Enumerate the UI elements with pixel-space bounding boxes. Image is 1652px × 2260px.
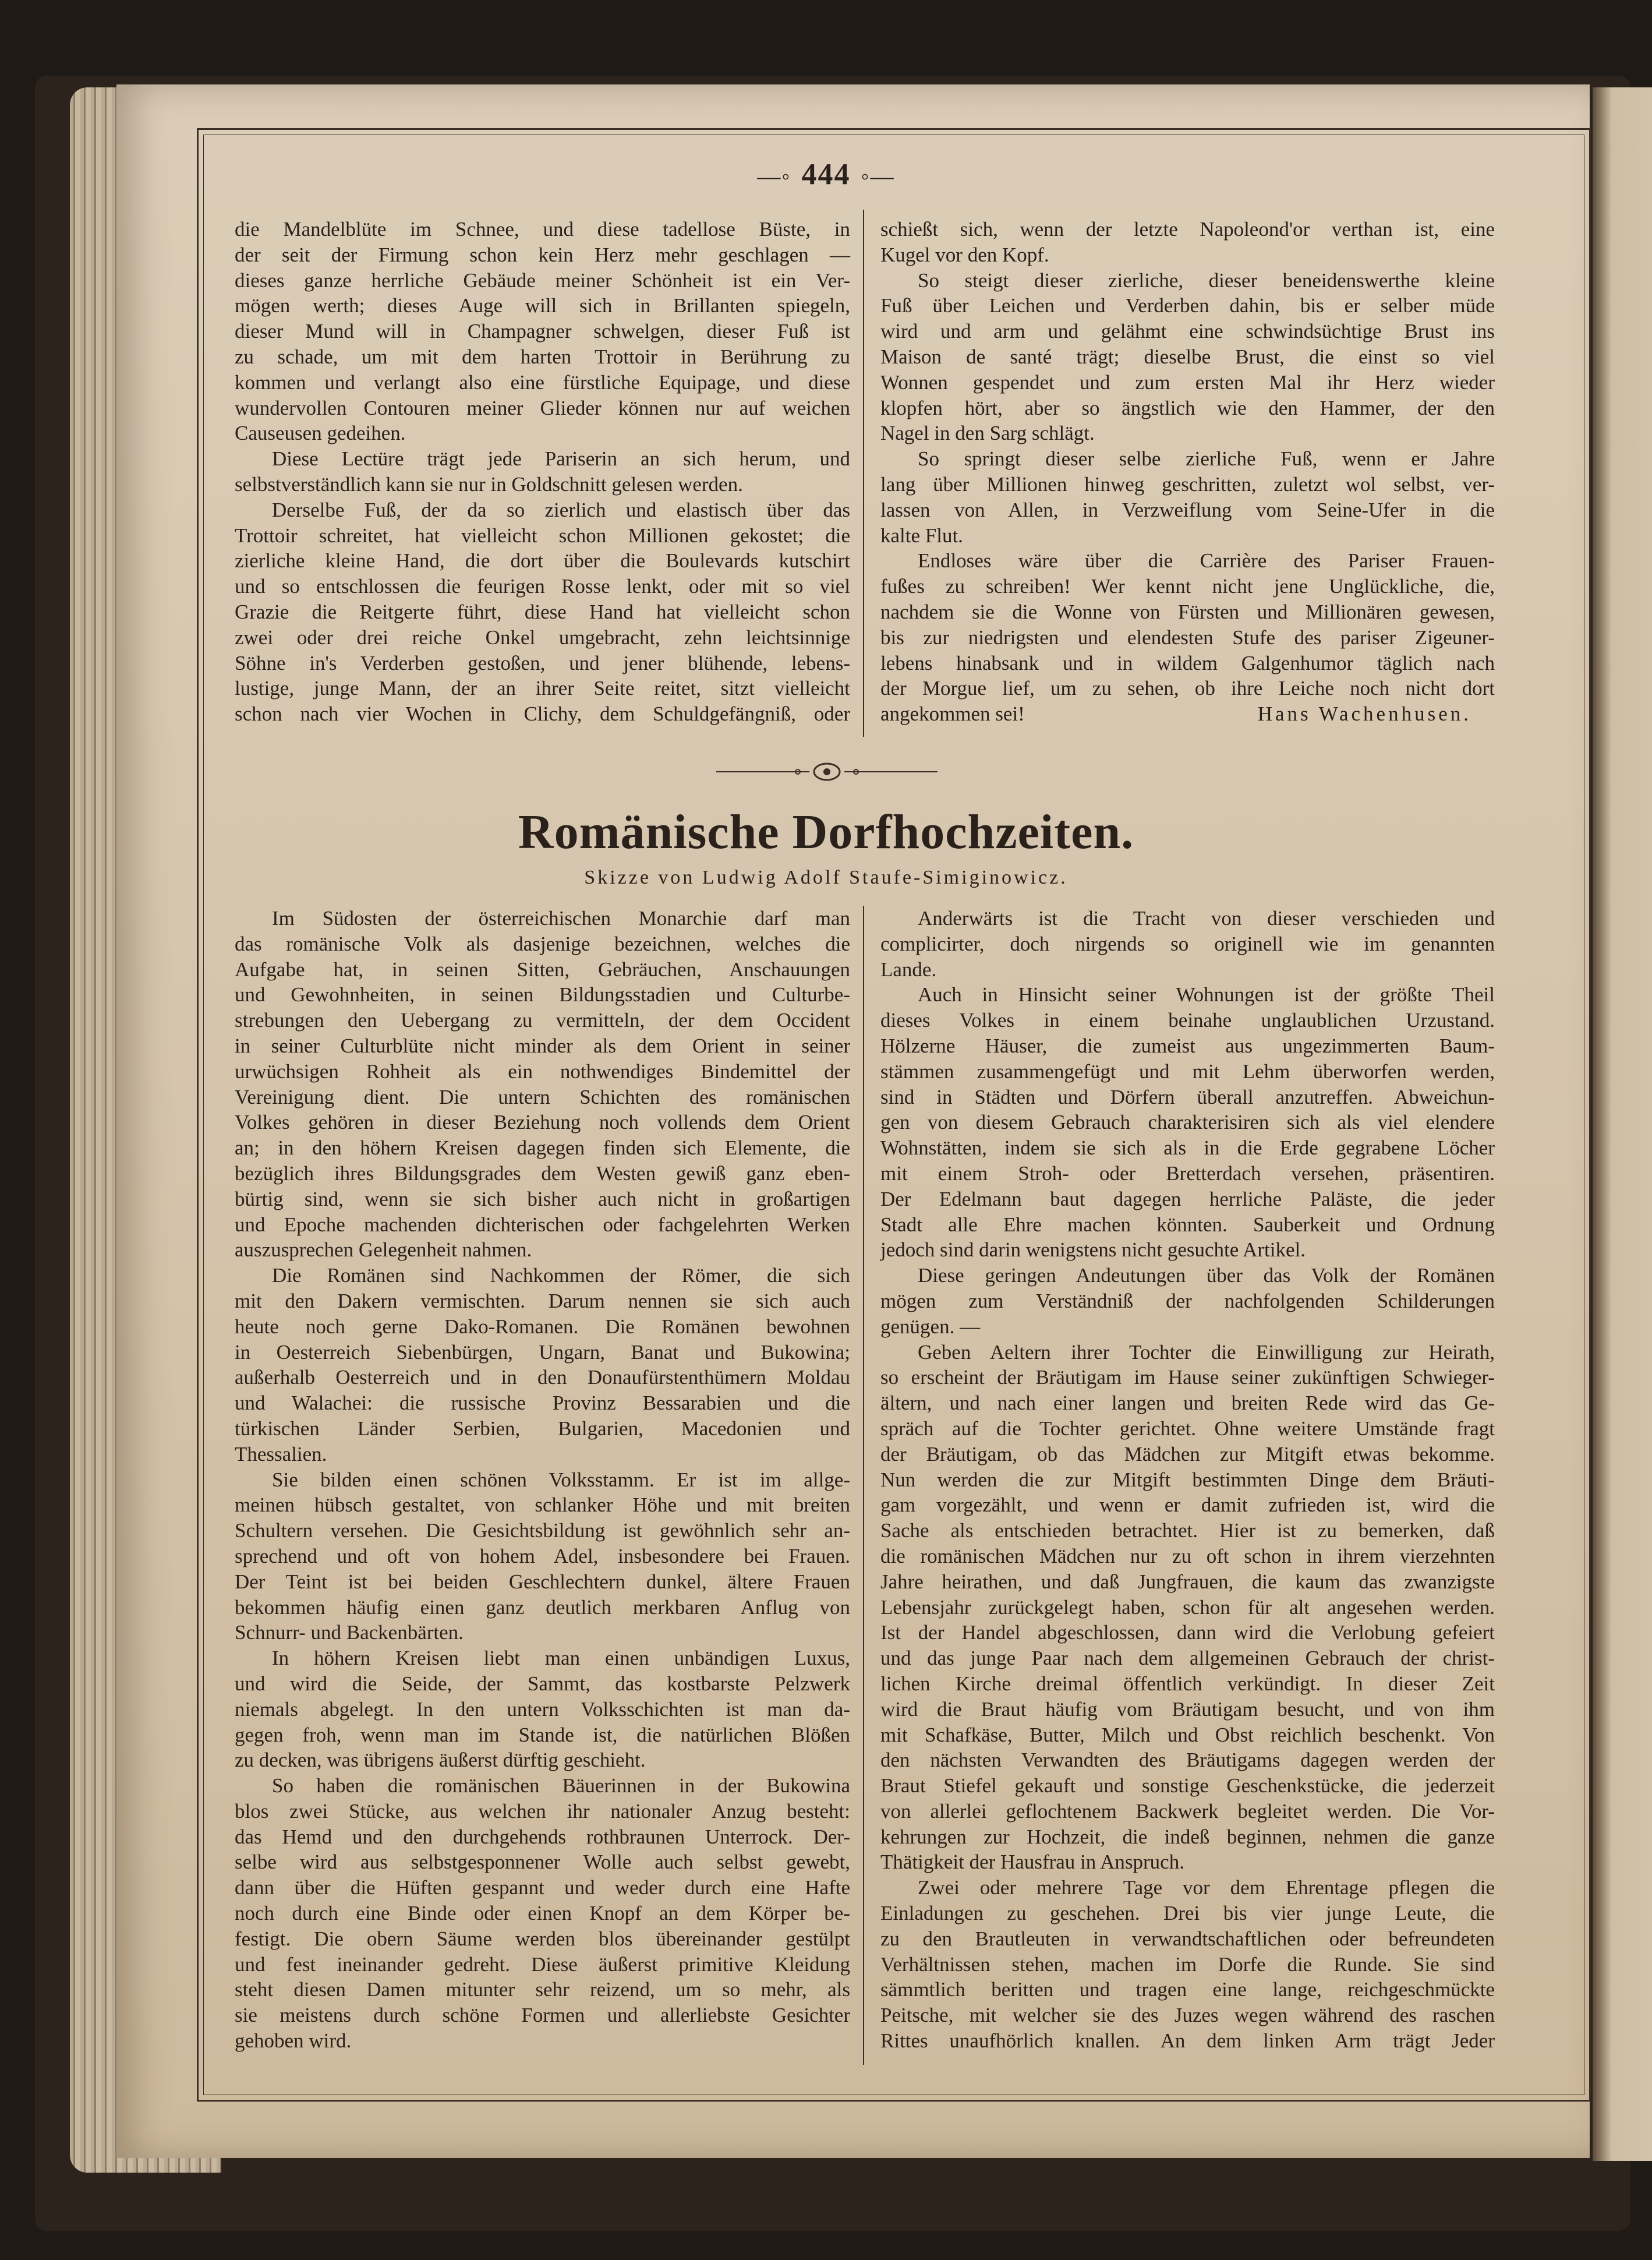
text-line: lebens hinabsank und in wildem Galgenhumor täglich nach	[880, 651, 1495, 675]
top-left-column	[235, 217, 850, 727]
page-header	[0, 157, 1652, 192]
paragraph	[880, 548, 1495, 701]
text-line: von allerlei geflochtenem Backwerk begleitet werden. Die Vor-	[880, 1799, 1495, 1823]
text-line: Vereinigung dient. Die untern Schichten des romänischen	[235, 1085, 850, 1108]
text-line: So haben die romänischen Bäuerinnen in der Bukowina	[272, 1774, 850, 1798]
text-line: Aufgabe hat, in seinen Sitten, Gebräuchen, Anschauungen	[235, 958, 850, 981]
text-line: angekommen sei!	[880, 702, 1025, 726]
text-line: wundervollen Contouren meiner Glieder können nur auf weichen	[235, 396, 850, 419]
text-line: der Morgue lief, um zu sehen, ob ihre Leiche noch nicht dort	[880, 677, 1495, 700]
text-line: lichen Kirche dreimal öffentlich verkündigt. In dieser Zeit	[880, 1672, 1495, 1695]
paragraph	[880, 446, 1495, 548]
article-title: Romänische Dorfhochzeiten.	[518, 805, 1134, 859]
text-line: an; in den höhern Kreisen dagegen finden sich Elemente, die	[235, 1136, 850, 1160]
header-ornament-left: —◦	[757, 163, 791, 189]
text-line: der seit der Firmung schon kein Herz mehr geschlagen —	[235, 243, 850, 266]
paragraph	[880, 217, 1495, 268]
paragraph	[235, 217, 850, 446]
text-line: Rittes unaufhörlich knallen. An dem linken Arm trägt Jeder	[880, 2029, 1495, 2053]
text-line: zu decken, was übrigens äußerst dürftig geschieht.	[235, 1749, 646, 1772]
text-line: Stadt alle Ehre machen könnten. Sauberkeit und Ordnung	[880, 1213, 1495, 1236]
text-line: Söhne in's Verderben gestoßen, und jener blühende, lebens-	[235, 651, 850, 675]
text-line: und Walachei: die russische Provinz Bessarabien und die	[235, 1392, 850, 1415]
text-line: Verhältnissen stehen, machen im Dorfe die Runde. Sie sind	[880, 1952, 1495, 1976]
text-line: Einladungen zu geschehen. Drei bis vier junge Leute, die	[880, 1902, 1495, 1925]
text-line: bekommen häufig einen ganz deutlich merkbaren Anflug von	[235, 1595, 850, 1619]
closing-line	[880, 701, 1495, 727]
text-line: stämmen zusammengefügt und mit Lehm überworfen werden,	[880, 1060, 1495, 1083]
text-line: schon nach vier Wochen in Clichy, dem Schuldgefängniß, oder	[235, 702, 850, 726]
text-line: die Mandelblüte im Schnee, und diese tadellose Büste, in	[235, 218, 850, 241]
text-line: kehrungen zur Hochzeit, die indeß beginnen, nehmen die ganze	[880, 1825, 1495, 1848]
text-line: und Gewohnheiten, in seinen Bildungsstadien und Culturbe-	[235, 983, 850, 1007]
text-line: und das junge Paar nach dem allgemeinen Gebrauch der christ-	[880, 1647, 1495, 1670]
text-line: Sie bilden einen schönen Volksstamm. Er ist im allge-	[272, 1468, 850, 1491]
paragraph	[235, 1773, 850, 2054]
header-ornament-right: ◦—	[861, 163, 895, 189]
text-line: gegen froh, wenn man im Stande ist, die natürlichen Blößen	[235, 1723, 850, 1746]
text-line: auszusprechen Gelegenheit nahmen.	[235, 1238, 532, 1262]
text-line: Geben Aeltern ihrer Tochter die Einwilligung zur Heirath,	[918, 1340, 1495, 1364]
paragraph	[235, 1467, 850, 1646]
paragraph	[880, 1340, 1495, 1876]
text-line: gen von diesem Gebrauch charakterisiren sich als viel elendere	[880, 1111, 1495, 1134]
text-line: die romänischen Mädchen nur zu oft schon in ihrem vierzehnten	[880, 1544, 1495, 1567]
text-line: Thessalien.	[235, 1442, 327, 1466]
text-line: Hölzerne Häuser, die zumeist aus ungezimmerten Baum-	[880, 1034, 1495, 1057]
text-line: kalte Flut.	[880, 524, 963, 547]
text-line: mit einem Stroh- oder Bretterdach versehen, präsentiren.	[880, 1161, 1495, 1185]
section-divider-ornament	[716, 760, 938, 783]
text-line: zu den Brautleuten in verwandtschaftlichen oder befreundeten	[880, 1927, 1495, 1950]
text-line: sind in Städten und Dörfern überall anzutreffen. Abweichun-	[880, 1085, 1495, 1108]
text-line: mögen zum Verständniß der nachfolgenden Schilderungen	[880, 1289, 1495, 1312]
text-line: gehoben wird.	[235, 2029, 352, 2053]
paragraph	[235, 906, 850, 1263]
paragraph	[235, 1645, 850, 1773]
page-number: 444	[801, 158, 851, 191]
text-line: noch durch eine Binde oder einen Knopf an dem Körper be-	[235, 1902, 850, 1925]
text-line: jedoch sind darin wenigstens nicht gesuchte Artikel.	[880, 1238, 1306, 1262]
text-line: festigt. Die obern Säume werden blos übereinander gestülpt	[235, 1927, 850, 1950]
text-line: und wird die Seide, der Sammt, das kostbarste Pelzwerk	[235, 1672, 850, 1695]
text-line: so erscheint der Bräutigam im Hause seiner zukünftigen Schwieger-	[880, 1366, 1495, 1389]
paragraph	[880, 906, 1495, 982]
text-line: Die Romänen sind Nachkommen der Römer, die sich	[272, 1264, 850, 1287]
text-line: in seiner Culturblüte nicht minder als dem Orient in seiner	[235, 1034, 850, 1057]
author-signature: Hans Wachenhusen.	[1257, 702, 1471, 726]
text-line: So steigt dieser zierliche, dieser beneidenswerthe kleine	[918, 269, 1495, 292]
text-line: sprechend und oft von hohem Adel, insbesondere bei Frauen.	[235, 1544, 850, 1567]
text-line: und Epoche machenden dichterischen oder fachgelehrten Werken	[235, 1213, 850, 1236]
text-line: Volkes gehören in dieser Beziehung noch vollends dem Orient	[235, 1111, 850, 1134]
text-line: Der Teint ist bei beiden Geschlechtern dunkel, ältere Frauen	[235, 1570, 850, 1593]
paragraph	[235, 497, 850, 727]
paragraph	[880, 1263, 1495, 1339]
text-line: urwüchsigen Rohheit als ein nothwendiges Bindemittel der	[235, 1060, 850, 1083]
text-line: dieses ganze herrliche Gebäude meiner Schönheit ist ein Ver-	[235, 269, 850, 292]
text-line: Nagel in den Sarg schlägt.	[880, 422, 1095, 445]
text-line: Endloses wäre über die Carrière des Pariser Frauen-	[918, 549, 1495, 573]
paragraph	[235, 1263, 850, 1467]
text-line: Schultern versehen. Die Gesichtsbildung ist gewöhnlich sehr an-	[235, 1519, 850, 1542]
text-line: lassen von Allen, in Verzweiflung vom Seine-Ufer in die	[880, 498, 1495, 521]
text-line: bezüglich ihres Bildungsgrades dem Westen gewiß ganz eben-	[235, 1161, 850, 1185]
text-line: complicirter, doch nirgends so originell wie im genannten	[880, 932, 1495, 955]
text-line: der Bräutigam, ob das Mädchen zur Mitgift etwas bekomme.	[880, 1442, 1495, 1466]
text-line: gam vorgezählt, und wenn er damit zufrieden ist, wird die	[880, 1493, 1495, 1517]
top-right-column	[880, 217, 1495, 727]
text-line: schießt sich, wenn der letzte Napoleond'or verthan ist, eine	[880, 218, 1495, 241]
text-line: Fuß über Leichen und Verderben dahin, bis er selber müde	[880, 294, 1495, 317]
text-line: dann über die Hüften gespannt und weder durch eine Hafte	[235, 1876, 850, 1899]
text-line: strebungen den Uebergang zu vermitteln, der dem Occident	[235, 1009, 850, 1032]
text-line: Peitsche, mit welcher sie des Juzes wegen während des raschen	[880, 2004, 1495, 2027]
text-line: Der Edelmann baut dagegen herrliche Paläste, die jeder	[880, 1187, 1495, 1210]
text-line: Anderwärts ist die Tracht von dieser verschieden und	[918, 907, 1495, 930]
text-line: und fest ineinander gedreht. Diese äußerst primitive Kleidung	[235, 1952, 850, 1976]
text-line: dieser Mund will in Champagner schwelgen, dieser Fuß ist	[235, 320, 850, 343]
text-line: Auch in Hinsicht seiner Wohnungen ist der größte Theil	[918, 983, 1495, 1007]
text-line: Im Südosten der österreichischen Monarchie darf man	[272, 907, 850, 930]
column-divider-top	[863, 210, 864, 737]
text-line: in Oesterreich Siebenbürgen, Ungarn, Banat und Bukowina;	[235, 1340, 850, 1364]
bottom-right-column	[880, 906, 1495, 2054]
text-line: klopfen hört, aber so ängstlich wie den Hammer, der den	[880, 396, 1495, 419]
text-line: türkischen Länder Serbien, Bulgarien, Macedonien und	[235, 1417, 850, 1440]
text-line: Lande.	[880, 958, 937, 981]
text-line: ältern, und nach einer langen und breiten Rede wird das Ge-	[880, 1392, 1495, 1415]
text-line: das romänische Volk als dasjenige bezeichnen, welches die	[235, 932, 850, 955]
text-line: sämmtlich beritten und tragen eine lange, reichgeschmückte	[880, 1978, 1495, 2001]
paragraph	[880, 268, 1495, 447]
text-line: mit den Dakern vermischten. Darum nennen sie sich auch	[235, 1289, 850, 1312]
text-line: So springt dieser selbe zierliche Fuß, wenn er Jahre	[918, 447, 1495, 471]
text-line: Causeusen gedeihen.	[235, 422, 406, 445]
text-line: genügen. —	[880, 1315, 981, 1338]
text-line: Maison de santé trägt; dieselbe Brust, die einst so viel	[880, 345, 1495, 368]
column-divider-bottom	[863, 906, 864, 2065]
text-line: dieses Volkes in einem beinahe unglaublichen Urzustand.	[880, 1009, 1495, 1032]
text-line: mit Schafkäse, Butter, Milch und Obst reichlich beschenkt. Von	[880, 1723, 1495, 1746]
text-line: Lebensjahr zurückgelegt haben, schon für alt angesehen werden.	[880, 1595, 1495, 1619]
text-line: kommen und verlangt also eine fürstliche Equipage, und diese	[235, 370, 850, 394]
paragraph	[235, 446, 850, 497]
text-line: Nun werden die zur Mitgift bestimmten Dinge dem Bräuti-	[880, 1468, 1495, 1491]
text-line: steht diesen Damen mitunter sehr reizend, um so mehr, als	[235, 1978, 850, 2001]
article-subtitle: Skizze von Ludwig Adolf Staufe-Simiginowicz.	[584, 867, 1068, 888]
text-line: niemals abgelegt. In den untern Volksschichten ist man da-	[235, 1697, 850, 1721]
text-line: spräch auf die Tochter gerichtet. Ohne weitere Umstände fragt	[880, 1417, 1495, 1440]
text-line: nachdem sie die Wonne von Fürsten und Millionären gewesen,	[880, 600, 1495, 623]
text-line: zierliche kleine Hand, die dort über die Boulevards kutschirt	[235, 549, 850, 573]
text-line: den nächsten Verwandten des Bräutigams dagegen werden der	[880, 1749, 1495, 1772]
text-line: Wonnen gespendet und zum ersten Mal ihr Herz wieder	[880, 370, 1495, 394]
text-line: lustige, junge Mann, der an ihrer Seite reitet, sitzt vielleicht	[235, 677, 850, 700]
text-line: heute noch gerne Dako-Romanen. Die Romänen bewohnen	[235, 1315, 850, 1338]
text-line: Braut Stiefel gekauft und sonstige Geschenkstücke, die jederzeit	[880, 1774, 1495, 1798]
text-line: selbe wird aus selbstgesponnener Wolle auch selbst gewebt,	[235, 1851, 850, 1874]
text-line: außerhalb Oesterreich und in den Donaufürstenthümern Moldau	[235, 1366, 850, 1389]
text-line: bürtig sind, wenn sie sich bisher auch nicht in großartigen	[235, 1187, 850, 1210]
text-line: zu schade, um mit dem harten Trottoir in Berührung zu	[235, 345, 850, 368]
text-line: bis zur niedrigsten und elendesten Stufe des pariser Zigeuner-	[880, 626, 1495, 649]
text-line: Grazie die Reitgerte führt, diese Hand hat vielleicht schon	[235, 600, 850, 623]
adjacent-page	[1593, 87, 1652, 2161]
text-line: mögen werth; dieses Auge will sich in Brillanten spiegeln,	[235, 294, 850, 317]
text-line: zwei oder drei reiche Onkel umgebracht, zehn leichtsinnige	[235, 626, 850, 649]
text-line: fußes zu schreiben! Wer kennt nicht jene Unglückliche, die,	[880, 575, 1495, 598]
text-line: selbstverständlich kann sie nur in Goldschnitt gelesen werden.	[235, 472, 743, 496]
text-line: Zwei oder mehrere Tage vor dem Ehrentage pflegen die	[918, 1876, 1495, 1899]
text-line: Diese Lectüre trägt jede Pariserin an sich herum, und	[272, 447, 850, 471]
text-line: Jahre heirathen, und daß Jungfrauen, die kaum das zwanzigste	[880, 1570, 1495, 1593]
text-line: Wohnstätten, indem sie sich als in die Erde gegrabene Löcher	[880, 1136, 1495, 1160]
text-line: das Hemd und den durchgehends rothbraunen Unterrock. Der-	[235, 1825, 850, 1848]
bottom-left-column	[235, 906, 850, 2054]
text-line: meinen hübsch gestaltet, von schlanker Höhe und mit breiten	[235, 1493, 850, 1517]
text-line: lang über Millionen hinweg geschritten, zuletzt wol selbst, ver-	[880, 472, 1495, 496]
text-line: Kugel vor den Kopf.	[880, 243, 1049, 266]
text-line: Trottoir schreitet, hat vielleicht schon Millionen gekostet; die	[235, 524, 850, 547]
text-line: Diese geringen Andeutungen über das Volk der Romänen	[918, 1264, 1495, 1287]
text-line: Schnurr- und Backenbärten.	[235, 1621, 464, 1644]
text-line: In höhern Kreisen liebt man einen unbändigen Luxus,	[272, 1647, 850, 1670]
text-line: wird die Braut häufig vom Bräutigam besucht, und von ihm	[880, 1697, 1495, 1721]
text-line: Ist der Handel abgeschlossen, dann wird die Verlobung gefeiert	[880, 1621, 1495, 1644]
paragraph	[880, 1875, 1495, 2054]
text-line: sie meistens durch schöne Formen und allerliebste Gesichter	[235, 2004, 850, 2027]
text-line: und so entschlossen die feurigen Rosse lenkt, oder mit so viel	[235, 575, 850, 598]
paragraph	[880, 982, 1495, 1263]
text-line: Thätigkeit der Hausfrau in Anspruch.	[880, 1851, 1184, 1874]
text-line: wird und arm und gelähmt eine schwindsüchtige Brust ins	[880, 320, 1495, 343]
text-line: Derselbe Fuß, der da so zierlich und elastisch über das	[272, 498, 850, 521]
text-line: Sache als entschieden betrachtet. Hier ist zu bemerken, daß	[880, 1519, 1495, 1542]
text-line: blos zwei Stücke, aus welchen ihr nationaler Anzug besteht:	[235, 1799, 850, 1823]
